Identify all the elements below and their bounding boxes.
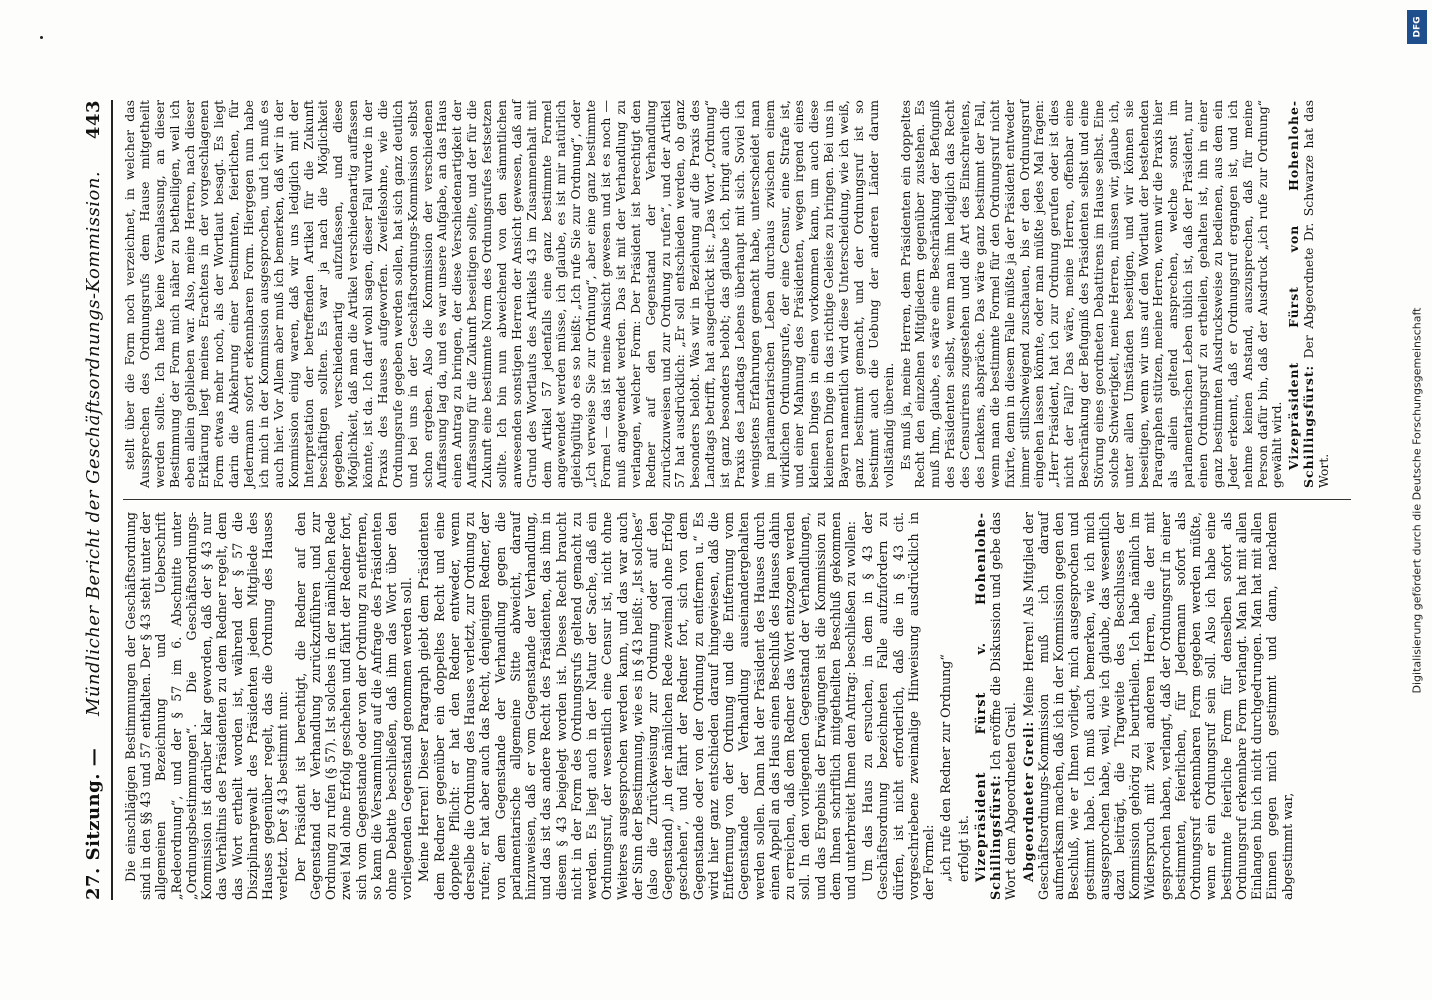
page-title: Mündlicher Bericht der Geschäftsordnungs-Kommission.	[82, 170, 104, 716]
paragraph	[938, 512, 953, 900]
paragraph-text: Es muß ja, meine Herren, dem Präsidenten ein doppeltes Recht den einzelnen Mitgliedern gegenüber zustehen. Es muß Ihm, glaube, es wäre eine Beschränkung der Befugniß des Präsidenten selbst, wenn man ihm lediglich das Recht des Censurirens zugestehen und die Art des Einschreitens, des Lenkens, abspräche. Das wäre ganz bestimmt der Fall, wenn man die bestimmte Formel für den Ordnungsruf nicht fixirte, denn in diesem Falle müßte ja der Präsident entweder immer stillschweigend zuschauen, bis er den Ordnungsruf eingehen lassen könnte, oder man müßte jedes Mal fragen: „Herr Präsident, hat ich zur Ordnung gerufen oder ist dies nicht der Fall? Das wäre, meine Herren, offenbar eine Beschränkung der Befugniß des Präsidenten selbst und eine Störung eines geordneten Debattirens im Hause selbst. Eine solche Schwierigkeit, meine Herren, müssen wir, glaube ich, unter allen Umständen beseitigen, und wir können sie beseitigen, wenn wir uns auf den Wortlaut der bestehenden Paragraphen stützen, meine Herren, wenn wir die Praxis hier als allein geltend ansprechen, welche sonst im parlamentarischen Leben üblich ist, daß der Präsident, nur einen Ordnungsruf zu ertheilen, gehalten ist, ihn in einer ganz bestimmten Ausdrucksweise zu bedienen, aus dem ein Jeder erkennt, daß er Ordnungsruf ergangen ist, und ich nehme keinen Anstand, auszusprechen, daß für meine Person dafür bin, daß der Ausdruck „ich rufe zur Ordnung“ gewählt wird.	[897, 100, 1285, 488]
ink-speck	[40, 36, 43, 39]
speaker-name: Vizepräsident Fürst v. Hohenlohe-Schillingsfürst:	[972, 512, 1004, 900]
column-separator	[123, 499, 1351, 500]
paragraph-text: erfolgt ist.	[955, 815, 971, 882]
paragraph-text: Meine Herren! Als Mitglied der Geschäftsordnungs-Kommission muß ich darauf aufmerksam machen, daß ich in der Kommission gegen den Beschluß, wie er Ihnen vorliegt, mich ausgesprochen und gestimmt habe. Ich muß auch bemerken, wie ich mich ausgesprochen habe, weil, wie ich glaube, das wesentlich dazu beiträgt, die Tragweite des Beschlusses der Kommission gehörig zu beurtheilen. Ich habe nämlich im Widerspruch mit zwei anderen Herren, die der mit gesprochen haben, verlangt, daß der Ordnungsruf in einer bestimmten, feierlichen, für Jedermann sofort als Ordnungsruf erkennbaren Form gegeben werden müßte, wenn er ein Ordnungsruf sein soll. Also ich habe eine bestimmte feierliche Form für denselben sofort als Ordnungsruf erkennbare Form verlangt. Man hat mit allen Einlangen bin ich nicht durchgedrungen. Man hat mit allen Einmen gegen mich gestimmt und dann, nachdem abgestimmt war,	[1020, 512, 1295, 900]
header-rule	[111, 100, 113, 900]
digitization-credit-text: Digitalisierung gefördert durch die Deutsche Forschungsgemeinschaft	[1410, 307, 1424, 693]
paragraph	[416, 512, 858, 900]
paragraph-text: Ich eröffne die Diskussion und gebe das Wort dem Abgeordneten Greil.	[988, 512, 1019, 900]
speaker-name: Vizepräsident Fürst von Hohenlohe-Schillingsfürst:	[1286, 100, 1317, 488]
right-text-column	[123, 100, 1351, 488]
session-label: 27. Sitzung. —	[82, 747, 104, 900]
paragraph	[899, 100, 1286, 488]
paragraph	[1287, 100, 1332, 488]
paragraph	[123, 512, 291, 900]
paragraph-text: „ich rufe den Redner zur Ordnung“	[938, 654, 954, 882]
paragraph	[956, 512, 971, 900]
speaker-name: Abgeordneter Greil:	[1020, 720, 1036, 882]
paragraph-text: Der Abgeordnete Dr. Schwarze hat das Wort.	[1301, 100, 1331, 488]
dfg-logo	[1407, 10, 1427, 44]
paragraph	[1021, 512, 1295, 900]
paragraph-text: Meine Herren! Dieser Paragraph giebt dem Präsidenten dem Redner gegenüber ein doppeltes Recht und eine doppelte Pflicht: er hat den Redner entweder, wenn derselbe die Ordnung des Hauses verletzt, zur Ordnung zu rufen; er hat aber auch das Recht, denjenigen Redner, der von dem Gegenstande der Verhandlung gegen die parlamentarische allgemeine Sitte abweicht, darauf hinzuweisen, daß er vom Gegenstande der Verhandlung, und das ist das andere Recht des Präsidenten, das ihm in diesem § 43 beigelegt worden ist. Dieses Recht braucht nicht in der Form des Ordnungsrufs geltend gemacht zu werden. Es liegt auch in der Natur der Sache, daß ein Ordnungsruf, der wesentlich eine Censur ist, nicht ohne Weiteres ausgesprochen werden kann, und das war auch der Sinn der Bestimmung, wie es in § 43 heißt: „Ist solches“ (also die Zurückweisung zur Ordnung oder auf den Gegenstand) „in der nämlichen Rede zweimal ohne Erfolg geschehen“, und fährt der Redner fort, sich von dem Gegenstande oder von der Ordnung zu entfernen u.“ Es wird hier ganz entschieden darauf hingewiesen, daß die Entfernung von der Ordnung und die Entfernung vom Gegenstande der Verhandlung auseinandergehalten werden sollen. Dann hat der Präsident des Hauses durch einen Appell an das Haus einen Beschluß des Hauses dahin zu erreichen, daß dem Redner das Wort entzogen werden soll. In den vorliegenden Gegenstand der Verhandlungen, und das Ergebnis der Erwägungen ist die Kommission zu dem Ihnen schriftlich mitgetheilten Beschluß gekommen und unterbreitet Ihnen den Antrag: beschließen zu wollen:	[416, 512, 859, 900]
paragraph-text: stellt über die Form noch verzeichnet, in welcher das Aussprechen des Ordnungsrufs dem Hause mitgetheilt werden sollte. Ich hatte keine Veranlassung, an dieser Bestimmung der Form mich näher zu betheiligen, weil ich eben allein geblieben war. Also, meine Herren, nach dieser Erklärung liegt meines Erachtens in der vorgeschlagenen Form etwas mehr noch, als der Wortlaut besagt. Es liegt darin die Abkehrung einer bestimmten, feierlichen, für Jedermann sofort erkennbaren Form. Hiergegen nun habe ich mich in der Kommission ausgesprochen, und ich muß es auch hier. Vor Allem aber muß ich bemerken, daß wir in der Kommission einig waren, daß wir uns lediglich mit der Interpretation der betreffenden Artikel für die Zukunft beschäftigen sollten. Es war ja nach die Möglichkeit gegeben, verschiedenartig aufzufassen, und diese Möglichkeit, daß man die Artikel verschiedenartig auffassen könnte, ist da. Ich darf wohl sagen, dieser Fall wurde in der Praxis des Hauses aufgeworfen. Zweifelsohne, wie die Ordnungsrufe gegeben werden sollen, hat sich ganz deutlich und bei uns in der Geschäftsordnungs-Kommission selbst schon ergeben. Also die Kommission der verschiedenen Auffassung lag da, und es war unsere Aufgabe, an das Haus einen Antrag zu bringen, der diese Verschiedenartigkeit der Auffassung für die Zukunft beseitigen sollte, und der für die Zukunft eine bestimmte Norm des Ordnungsrufes festsetzen sollte. Ich bin nun abweichend von den sämmtlichen anwesenden sonstigen Herren der Ansicht gewesen, daß auf Grund des Wortlauts des Artikels 43 im Zusammenhalt mit dem Artikel 57 jedenfalls eine ganz bestimmte Formel angewendet werden müsse, ich glaube, es ist mir natürlich gleichgültig ob es so heißt: „Ich rufe Sie zur Ordnung“, oder „Ich verweise Sie zur Ordnung“, aber eine ganz bestimmte Formel — das ist meine Ansicht gewesen und ist es noch — muß angewendet werden. Das ist mit der Verhandlung zu verlangen, welcher Form: Der Präsident ist berechtigt den Redner auf den Gegenstand der Verhandlung zurückzuweisen und zur Ordnung zu rufen“, und der Artikel 57 hat ausdrücklich: „Er soll entschieden werden, ob ganz besonders belobt. Was wir in Beziehung auf die Praxis des Landtags betrifft, hat ausgedrückt ist: „Das Wort „Ordnung“ ist ganz besonders belobt; das glaube ich, bringt auch die Praxis des Landtags Lebens überhaupt mit sich. Soviel ich wenigstens Erfahrungen gemacht habe, unterscheidet man im parlamentarischen Leben durchaus zwischen einem wirklichen Ordnungsrufe, der eine Censur, eine Strafe ist, und einer Mahnung des Präsidenten, wegen irgend eines kleinen Dinges in einen vorkommen kann, um auch diese kleineren Dinge in das richtige Geleise zu bringen. Bei uns in Bayern namentlich wird diese Unterscheidung, wie ich weiß, ganz bestimmt gemacht, und der Ordnungsruf ist so bestimmt auch die Uebung der anderen Länder darum vollständig überein.	[122, 100, 896, 488]
paragraph-text: Um das Haus zu ersuchen, in dem in § 43 der Geschäftsordnung bezeichneten Falle aufzufordern zu dürfen, ist nicht erforderlich, daß die in § 43 cit. vorgeschriebene zweimalige Hinweisung ausdrücklich in der Formel:	[860, 512, 937, 900]
page-number: 443	[82, 100, 104, 140]
paragraph	[973, 512, 1019, 900]
page-header	[79, 100, 107, 900]
paragraph	[123, 100, 897, 488]
digitization-credit	[1406, 0, 1428, 1000]
paragraph	[293, 512, 415, 900]
left-text-column	[123, 512, 1351, 900]
dfg-logo-text: DFG	[1412, 16, 1423, 38]
paragraph	[860, 512, 936, 900]
paragraph-text: Der Präsident ist berechtigt, die Redner auf den Gegenstand der Verhandlung zurückzuführen und zur Ordnung zu rufen (§ 57). Ist solches in der nämlichen Rede zwei Mal ohne Erfolg geschehen und fährt der Redner fort, sich vom Gegenstande oder von der Ordnung zu entfernen, so kann die Versammlung auf die Anfrage des Präsidenten ohne Debatte beschließen, daß ihm das Wort über den vorliegenden Gegenstand genommen werden soll.	[292, 512, 415, 900]
rotated-newspaper-page	[61, 60, 1371, 940]
paragraph-text: Die einschlägigen Bestimmungen der Geschäftsordnung sind in den §§ 43 und 57 enthalten. Der § 43 steht unter der allgemeinen Bezeichnung und Ueberschrift „Redeordnung“, und der § 57 im 6. Abschnitte unter „Ordnungsbestimmungen“. Die Geschäftsordnungs-Kommission ist darüber klar geworden, daß der § 43 nur das Verhältnis des Präsidenten zu dem Redner regelt, dem das Wort ertheilt worden ist, während der § 57 die Disziplinargewalt des Präsidenten jedem Mitgliede des Hauses gegenüber regelt, das die Ordnung des Hauses verletzt. Der § 43 bestimmt nun:	[123, 512, 291, 900]
